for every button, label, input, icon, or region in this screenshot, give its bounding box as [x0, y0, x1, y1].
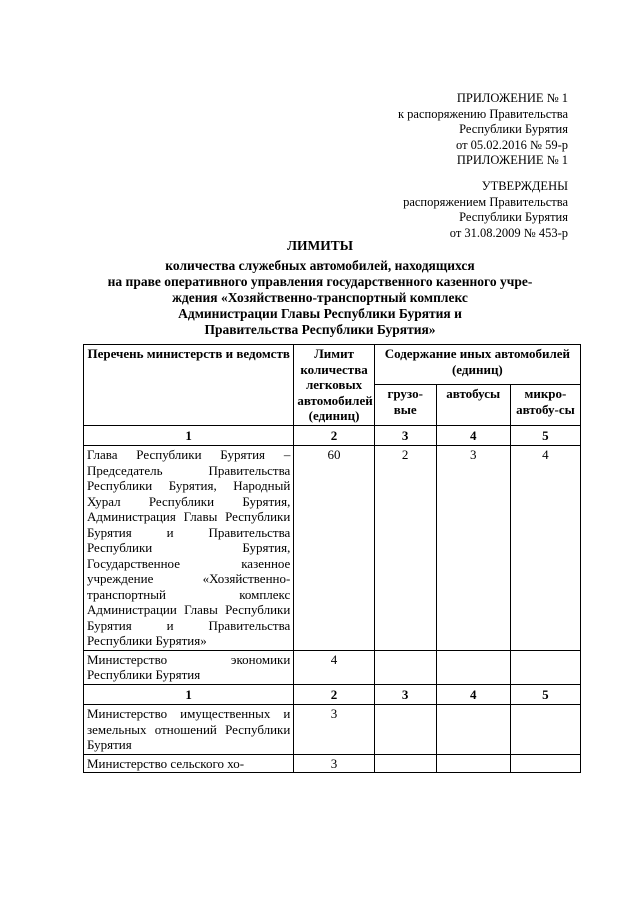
column-number-row	[84, 425, 581, 446]
header-buses: автобусы	[436, 385, 510, 425]
appendix-block	[398, 91, 568, 169]
car-limit-value: 3	[294, 754, 374, 773]
minibuses-value	[510, 650, 580, 684]
header-trucks: грузо-вые	[374, 385, 436, 425]
column-number: 3	[374, 425, 436, 446]
table-row	[84, 446, 581, 651]
minibuses-value	[510, 754, 580, 773]
table-row	[84, 705, 581, 755]
subtitle-line: Правительства Республики Бурятия»	[204, 322, 436, 337]
approved-line: от 31.08.2009 № 453-р	[449, 225, 568, 240]
subtitle-line: количества служебных автомобилей, находящихся	[165, 258, 475, 273]
header-car-limit: Лимит количества легковых автомобилей (единиц)	[294, 345, 374, 426]
column-number: 5	[510, 425, 580, 446]
approved-line: УТВЕРЖДЕНЫ	[481, 179, 568, 193]
limits-table	[83, 344, 581, 773]
column-number: 2	[294, 684, 374, 705]
column-number: 3	[374, 684, 436, 705]
header-minibuses: микро-автобу-сы	[510, 385, 580, 425]
appendix-line: ПРИЛОЖЕНИЕ № 1	[456, 91, 568, 105]
table-row	[84, 754, 581, 773]
car-limit-value: 60	[294, 446, 374, 651]
header-other-vehicles: Содержание иных автомобилей (единиц)	[374, 345, 580, 385]
trucks-value: 2	[374, 446, 436, 651]
buses-value	[436, 754, 510, 773]
ministry-name: Министерство экономики Республики Бурятия	[84, 650, 294, 684]
column-number-row	[84, 684, 581, 705]
column-number: 1	[84, 684, 294, 705]
document-title: ЛИМИТЫ	[286, 238, 354, 253]
subtitle-line: ждения «Хозяйственно-транспортный комплекс	[172, 290, 468, 305]
buses-value	[436, 650, 510, 684]
approved-line: Республики Бурятия	[459, 210, 568, 225]
car-limit-value: 4	[294, 650, 374, 684]
column-number: 1	[84, 425, 294, 446]
appendix-line: Республики Бурятия	[459, 122, 568, 137]
ministry-name: Глава Республики Бурятия – Председатель Правительства Республики Бурятия, Народный Хурал Республики Бурятия, Администрация Главы Республики Бурятия и Правительства Республики Бурятия, Государственное казенное учреждение «Хозяйственно-транспортный комплекс Администрации Главы Республики Бурятия и Правительства Республики Бурятия»	[84, 446, 294, 651]
column-number: 4	[436, 425, 510, 446]
appendix-line: от 05.02.2016 № 59-р	[455, 137, 568, 152]
column-number: 5	[510, 684, 580, 705]
buses-value	[436, 705, 510, 755]
approved-line: распоряжением Правительства	[403, 194, 568, 209]
minibuses-value	[510, 705, 580, 755]
appendix-line: ПРИЛОЖЕНИЕ № 1	[456, 153, 568, 168]
column-number: 4	[436, 684, 510, 705]
trucks-value	[374, 650, 436, 684]
document-subtitle	[70, 258, 570, 338]
trucks-value	[374, 754, 436, 773]
subtitle-line: на праве оперативного управления государственного казенного учре-	[107, 274, 533, 289]
buses-value: 3	[436, 446, 510, 651]
table-row	[84, 650, 581, 684]
trucks-value	[374, 705, 436, 755]
approved-block	[403, 179, 568, 241]
car-limit-value: 3	[294, 705, 374, 755]
subtitle-line: Администрации Главы Республики Бурятия и	[178, 306, 462, 321]
column-number: 2	[294, 425, 374, 446]
header-ministries: Перечень министерств и ведомств	[84, 345, 294, 426]
ministry-name: Министерство имущественных и земельных отношений Республики Бурятия	[84, 705, 294, 755]
ministry-name: Министерство сельского хо-	[84, 754, 294, 773]
appendix-line: к распоряжению Правительства	[397, 106, 568, 121]
minibuses-value: 4	[510, 446, 580, 651]
